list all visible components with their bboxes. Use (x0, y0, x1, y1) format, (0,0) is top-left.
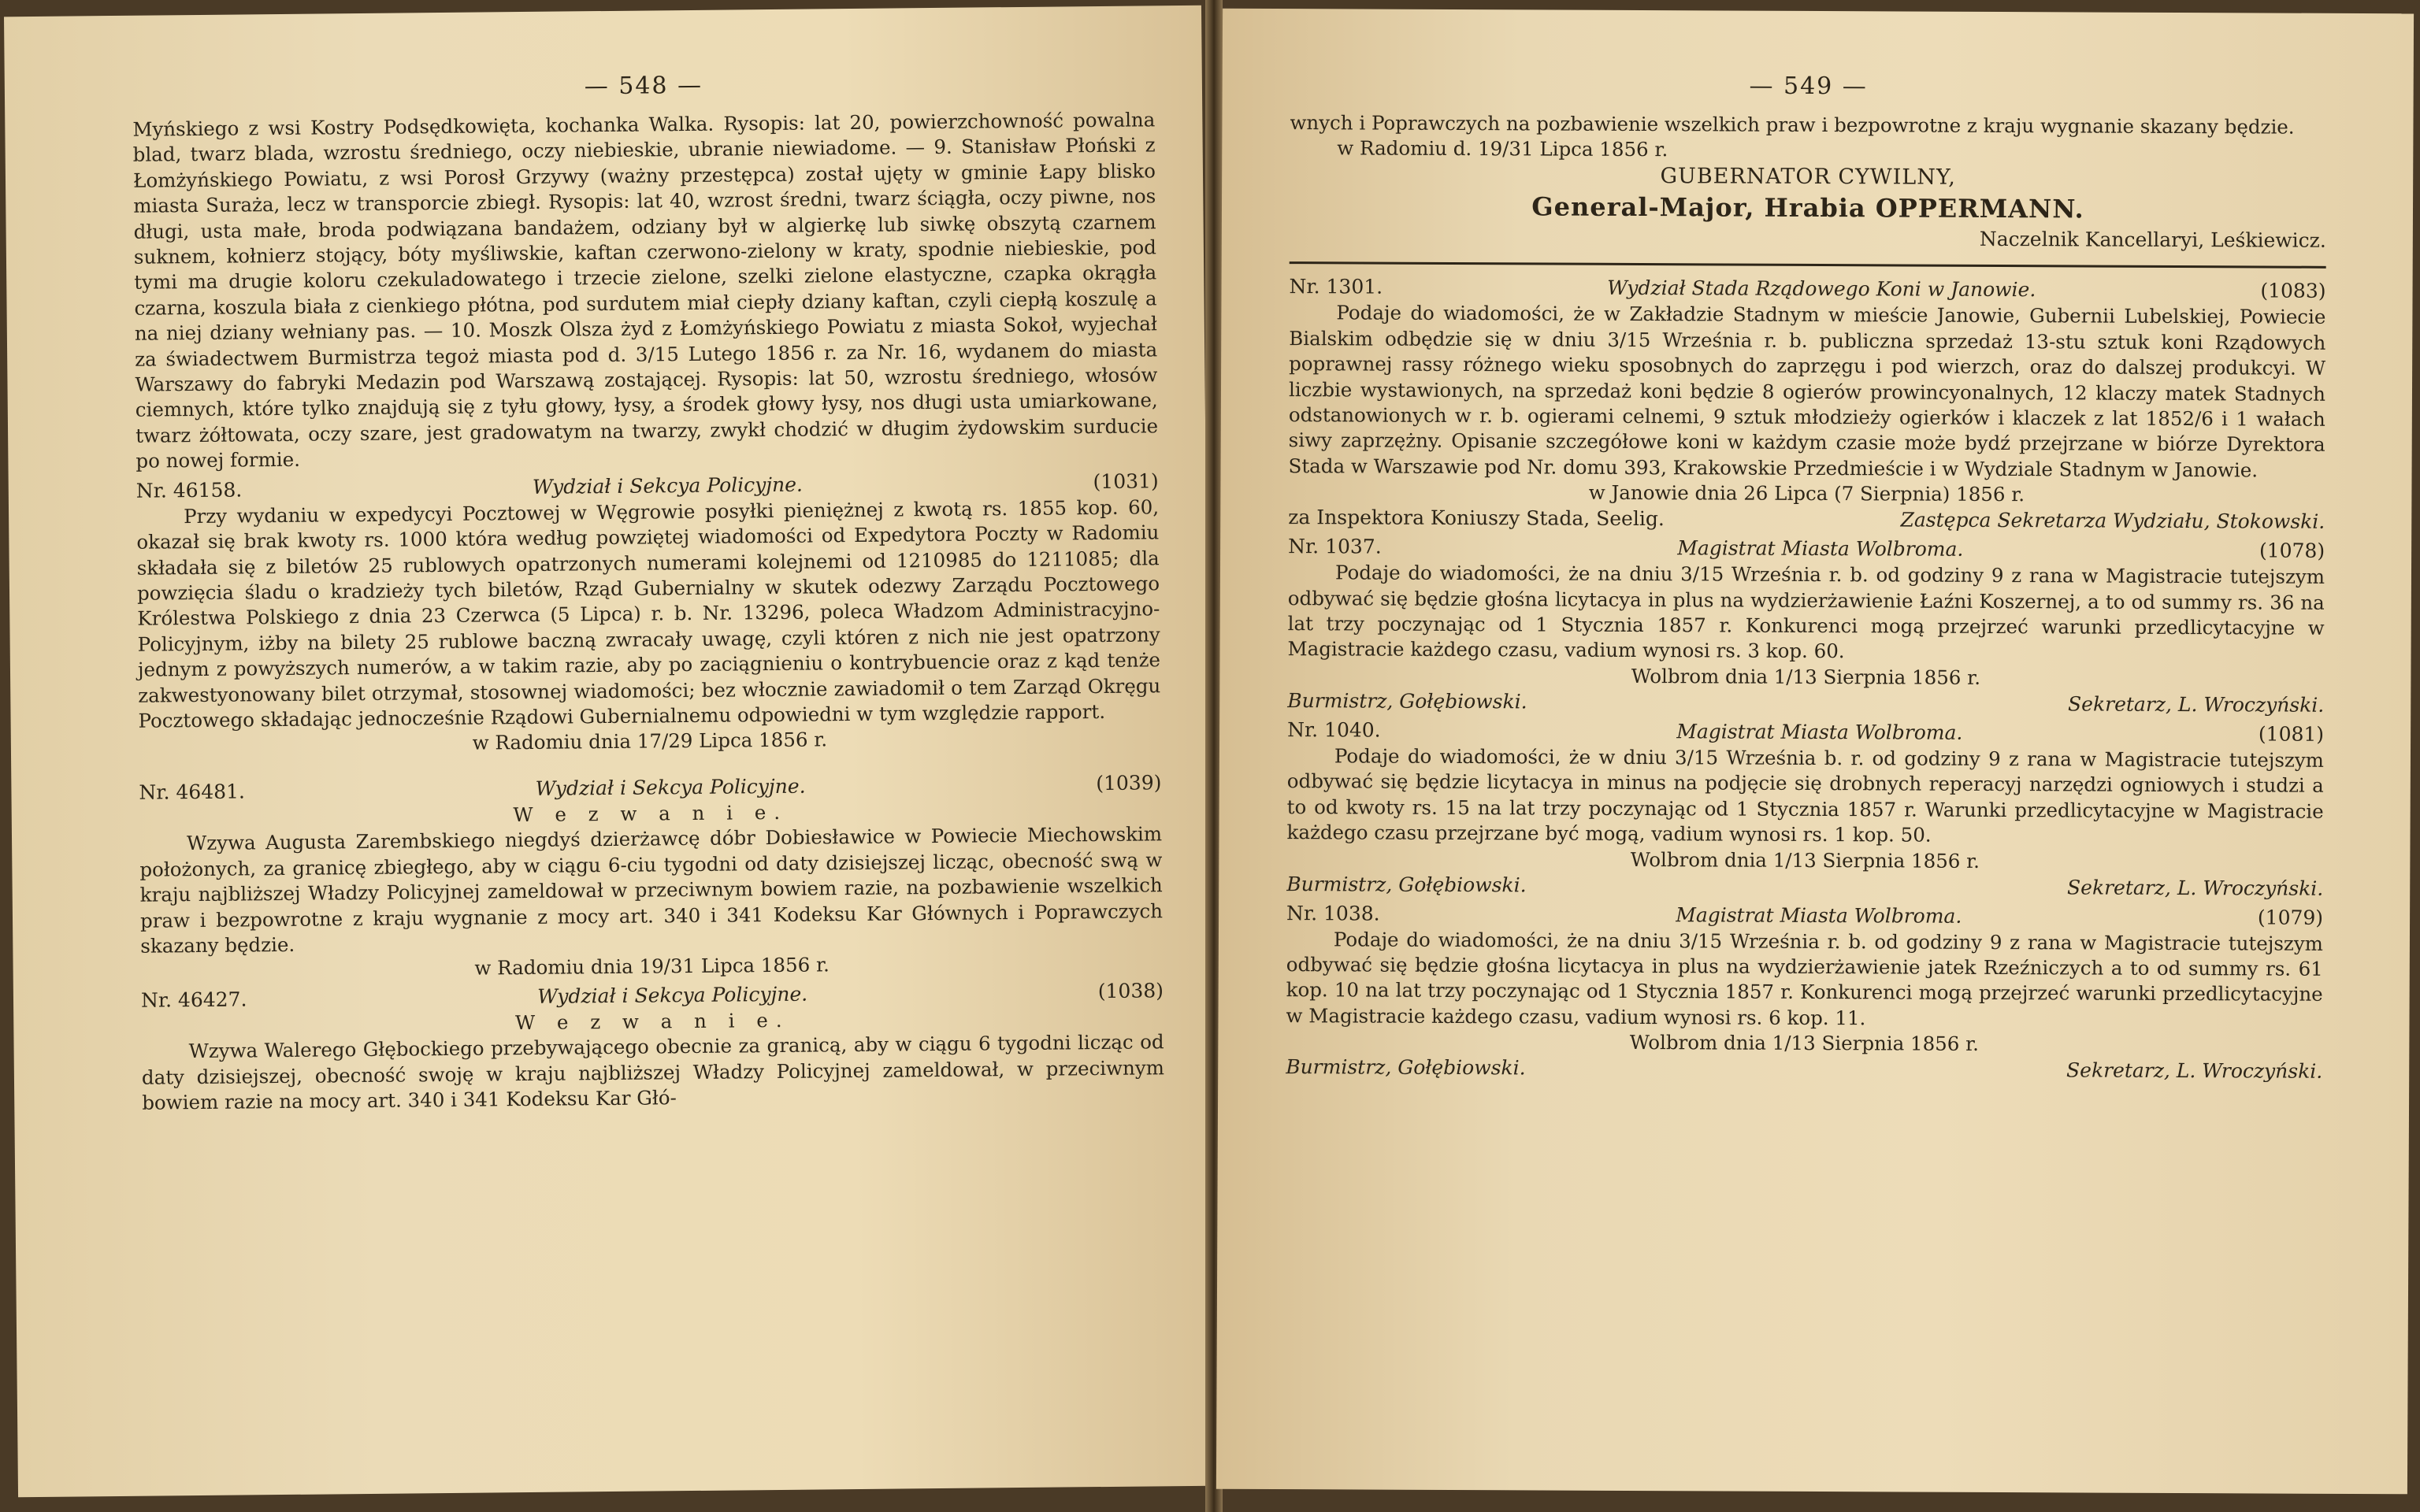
notice-number: Nr. 1038. (1286, 901, 1380, 925)
notice-code: (1039) (1096, 771, 1162, 795)
notice-heading: Wydział i Sekcya Policyjne. (535, 774, 806, 801)
notice-heading: Magistrat Miasta Wolbroma. (1676, 902, 1962, 928)
notice-date: Wolbrom dnia 1/13 Sierpnia 1856 r. (1630, 847, 1980, 873)
signatures (1286, 871, 2323, 902)
notice-body: Podaje do wiadomości, że na dniu 3/15 Września r. b. od godziny 9 z rana w Magistracie tutejszym odbywać się będzie głośna licytacya in plus na wydzierżawienie Łaźni Koszernej, a to od summy rs. 36 na lat trzy poczynając od 1 Stycznia 1857 r. Konkurenci mogą przejrzeć warunki przedlicytacyjne w Magistracie każdego czasu, vadium wynosi rs. 3 kop. 60. (1287, 561, 2325, 663)
notice-date: Wolbrom dnia 1/13 Sierpnia 1856 r. (1629, 1031, 1980, 1056)
signatures (1286, 1054, 2322, 1084)
notice-body: Podaje do wiadomości, że w Zakładzie Stadnym w mieście Janowie, Gubernii Lubelskiej, Powiecie Bialskim odbędzie się w dniu 3/15 Września r. b. publiczna sprzedaż 13-stu sztuk koni Rządowych poprawnej rassy różnego wieku sposobnych do zaprzęgu i pod wierzch, oraz do dalszej produkcyi. W liczbie wystawionych, na sprzedaż koni będzie 8 ogierów prowincyonalnych, 12 klaczy matek Stadnych odstanowionych w r. b. ogierami celnemi, 9 sztuk młodzieży ogierków i klaczek z lat 1852/6 i 1 wałach siwy zaprzężny. Opisanie szczegółowe koni w każdym czasie może bydź przejrzane w biórze Dyrektora Stada w Warszawie pod Nr. domu 393, Krakowskie Przedmieście i w Wydziale Stadnym w Janowie. (1288, 301, 2326, 482)
signature-right: Sekretarz, L. Wroczyński. (2067, 875, 2324, 900)
notice-body: Wzywa Walerego Głębockiego przebywającego obecnie za granicą, aby w ciągu 6 tygodni licząc od daty dzisiejszej, obecność swoję w kraju najbliższej Władzy Policyjnej zameldował, w przeciwnym bowiem razie na mocy art. 340 i 341 Kodeksu Kar Głó- (141, 1030, 1165, 1114)
page-number: — 548 — (584, 71, 703, 101)
notice-date: w Radomiu dnia 17/29 Lipca 1856 r. (472, 728, 828, 755)
notice-date: w Radomiu dnia 19/31 Lipca 1856 r. (474, 953, 830, 980)
divider (1290, 261, 2326, 269)
notice-date: w Janowie dnia 26 Lipca (7 Sierpnia) 1856 r. (1588, 480, 2025, 506)
notice-number: Nr. 46158. (135, 478, 243, 502)
notice-date: w Radomiu d. 19/31 Lipca 1856 r. (1337, 136, 1668, 161)
notice-number: Nr. 1037. (1288, 535, 1382, 558)
notice-number: Nr. 1040. (1287, 717, 1381, 742)
paragraph: Myńskiego z wsi Kostry Podsędkowięta, kochanka Walka. Rysopis: lat 20, powierzchowność powalna blad, twarz blada, wzrostu średniego, oczy niebieskie, ubranie niewiadome. — 9. Stanisław Płoński z Łomżyńskiego Powiatu, z wsi Porosł Grzywy (ważny przestępca) został ujęty w gminie Łapy blisko miasta Suraża, lecz w transporcie zbiegł. Rysopis: lat 40, wzrost średni, twarz ściągła, oczy piwne, nos długi, usta małe, broda podwiązana bandażem, odziany był w algierkę lub siwkę obszytą czarnem suknem, kołnierz stojący, bóty myśliwskie, kaftan czerwono-zielony w kraty, spodnie niebieskie, pod tymi ma drugie koloru czekuladowatego i trzecie zielone, szelki zielone elastyczne, czapka okrągła czarna, koszula biała z cienkiego płótna, pod surdutem miał ciepły dziany kaftan, czyli ciepłą koszulę a na niej dziany wełniany pas. — 10. Moszk Olsza żyd z Łomżyńskiego Powiatu z miasta Sokoł, wyjechał za świadectwem Burmistrza tegoż miasta pod d. 3/15 Lutego 1856 r. za Nr. 16, wydanem do miasta Warszawy do fabryki Medazin pod Warszawą zostającej. Rysopis: lat 50, wzrostu średniego, włosów ciemnych, które tylko znajdują się z tyłu głowy, łysy, a środek głowy łysy, nos długi usta umiarkowane, twarz żółtowata, oczy szare, jest gradowatym na twarzy, zwykł chodzić w długim żydowskim surducie po nowej formie. (132, 108, 1159, 473)
notice-subheading: W e z w a n i e. (514, 1009, 790, 1035)
signature-left: Burmistrz, Gołębiowski. (1287, 688, 1527, 713)
notice-heading: Wydział i Sekcya Policyjne. (532, 472, 804, 498)
notice-body: Wzywa Augusta Zarembskiego niegdyś dzierżawcę dóbr Dobiesławice w Powiecie Miechowskim położonych, za granicę zbiegłego, aby w ciągu 6-ciu tygodni od daty dzisiejszej licząc, obecność swą w kraju najbliższej Władzy Policyjnej zameldował w przeciwnym bowiem razie, na pozbawienie wszelkich praw i bezpowrotne z kraju wygnanie z mocy art. 340 i 341 Kodeksu Kar Głównych i Poprawczych skazany będzie. (139, 822, 1164, 958)
signature-left: za Inspektora Koniuszy Stada, Seelig. (1288, 506, 1665, 531)
notice-heading: Magistrat Miasta Wolbroma. (1677, 536, 1964, 561)
notice-header (1287, 717, 2324, 748)
signatures (1287, 687, 2324, 718)
signature-right: Sekretarz, L. Wroczyński. (2068, 692, 2325, 717)
notice-header (1289, 273, 2325, 305)
notice-number: Nr. 46427. (140, 988, 247, 1013)
notice-body: Przy wydaniu w expedycyi Pocztowej w Węgrowie posyłki pieniężnej z kwotą rs. 1855 kop. 60, okazał się brak kwoty rs. 1000 która według powziętej wiadomości od Expedytora Poczty w Radomiu składała się z biletów 25 rublowych opatrzonych numerami kolejnemi od 1210985 do 1211085; dla powzięcia śladu o kradzieży tych biletów, Rząd Gubernialny w skutek odezwy Zarządu Pocztowego Królestwa Polskiego z dnia 23 Czerwca (5 Lipca) r. b. Nr. 13296, poleca Władzom Administracyjno-Policyjnym, iżby na bilety 25 rublowe baczną zwracały uwagę, czyli któren z nich nie jest opatrzony jednym z powyższych numerów, a w takim razie, aby po zaciągnieniu o kontrybuencie oraz z kąd tenże zakwestyonowany bilet otrzymał, stosownej wiadomości; bez włocznie zawiadomił o tem Zarząd Okręgu Pocztowego składając jednocześnie Rządowi Gubernialnemu odpowiedni w tym względzie rapport. (136, 495, 1161, 732)
notice-code: (1031) (1093, 469, 1159, 493)
notice-subheading: W e z w a n i e. (513, 801, 789, 827)
paragraph: wnych i Poprawczych na pozbawienie wszelkich praw i bezpowrotne z kraju wygnanie skazany będzie. (1290, 111, 2295, 139)
notice-code: (1079) (2257, 905, 2324, 929)
notice-heading: Wydział i Sekcya Policyjne. (537, 982, 808, 1009)
signatures (1288, 504, 2325, 535)
page-number: — 549 — (1749, 72, 1868, 101)
notice-code: (1078) (2259, 539, 2325, 563)
notice-number: Nr. 46481. (139, 780, 246, 805)
notice-code: (1081) (2258, 722, 2325, 746)
notice-number: Nr. 1301. (1289, 275, 1383, 299)
notice-body: Podaje do wiadomości, że na dniu 3/15 Września r. b. od godziny 9 z rana w Magistracie tutejszym odbywać się będzie głośna licytacya in plus na wydzierżawienie jatek Rzeźniczych a to od summy rs. 61 kop. 10 na lat trzy poczynając od 1 Stycznia 1857 r. Konkurenci mogą przejrzeć warunki przedlicytacyjne w Magistracie każdego czasu, vadium wynosi rs. 6 kop. 11. (1286, 927, 2324, 1030)
right-page (1216, 9, 2414, 1495)
notice-heading: Magistrat Miasta Wolbroma. (1676, 720, 1963, 744)
signature-left: Burmistrz, Gołębiowski. (1286, 1055, 1526, 1080)
signature-left: Burmistrz, Gołębiowski. (1286, 872, 1527, 896)
notice-code: (1038) (1097, 979, 1164, 1003)
notice-date: Wolbrom dnia 1/13 Sierpnia 1856 r. (1631, 664, 1981, 689)
notice-code: (1083) (2260, 279, 2326, 303)
chancellery-signature: Naczelnik Kancellaryi, Leśkiewicz. (1979, 228, 2326, 253)
notice-header (1286, 900, 2323, 932)
signature-right: Zastępca Sekretarza Wydziału, Stokowski. (1900, 508, 2325, 534)
governor-title: GUBERNATOR CYWILNY, (1660, 164, 1956, 191)
governor-name: General-Major, Hrabia OPPERMANN. (1531, 191, 2084, 224)
notice-header (1288, 533, 2325, 565)
left-page (4, 6, 1216, 1498)
signature-right: Sekretarz, L. Wroczyński. (2066, 1058, 2323, 1083)
notice-body: Podaje do wiadomości, że w dniu 3/15 Września b. r. od godziny 9 z rana w Magistracie tutejszym odbywać się będzie licytacya in minus na podjęcie się drobnych reperacyj narzędzi ogniowych i studzi a to od kwoty rs. 15 na lat trzy poczynając od 1 Stycznia 1857 r. Warunki przedlicytacyjne w Magistracie każdego czasu przejrzane być mogą, vadium wynosi rs. 1 kop. 50. (1286, 744, 2325, 847)
notice-heading: Wydział Stada Rządowego Koni w Janowie. (1607, 276, 2036, 302)
